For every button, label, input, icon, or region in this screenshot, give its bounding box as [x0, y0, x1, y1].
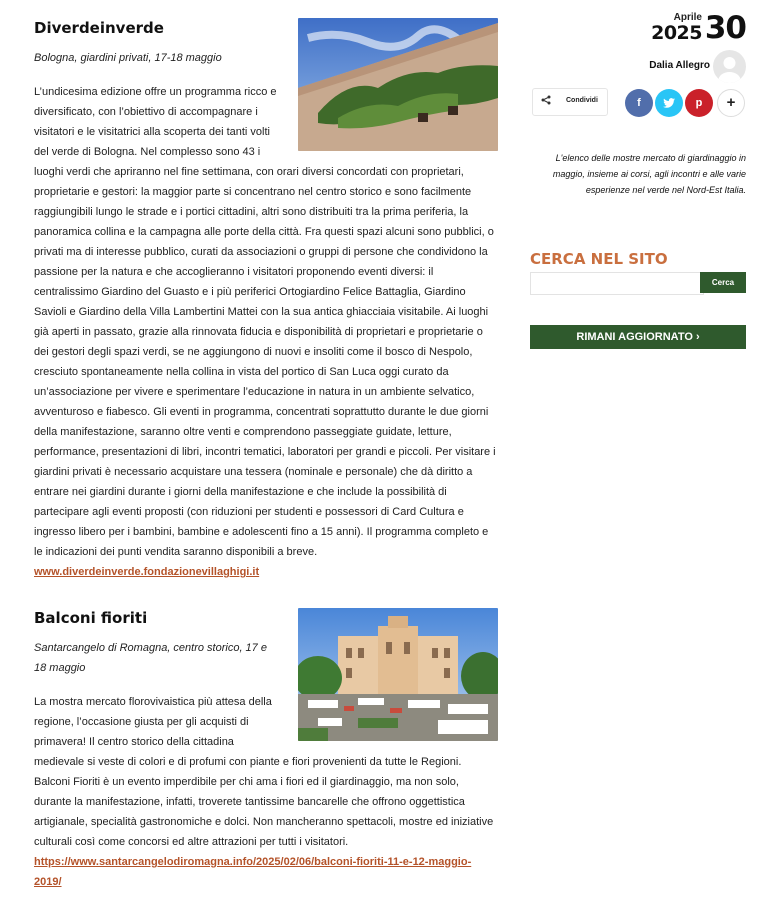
article-body: La mostra mercato florovivaistica più attesa della regione, l’occasione giusta per gli acquisti di primavera! Il centro storico della cittadina medievale si veste di colori e di profumi con piante e fiori provenienti da tutte le Regioni. Balconi Fioriti è un evento imperdibile per chi ama i fiori ed il giardinaggio, ma non solo, durante la manifestazione, infatti, troverete tantissime bancarelle che offrono oggettistica artigianale, specialità gastronomiche e dolci. Non mancheranno spettacoli, mostre ed iniziative culturali così come concorsi ed altre attrazioni per tutti i visitatori. [34, 696, 494, 848]
article-balconi-fioriti [34, 608, 498, 892]
plus-icon[interactable]: + [717, 89, 745, 117]
share-label: Condividi [566, 97, 598, 104]
author-name[interactable]: Dalia Allegro [649, 60, 710, 71]
date-month: Aprile [673, 12, 702, 23]
share-icon [541, 95, 551, 108]
avatar[interactable] [713, 50, 746, 83]
article-diverdeinverde [34, 18, 498, 582]
search-input[interactable] [530, 272, 704, 295]
pinterest-icon[interactable]: p [685, 89, 713, 117]
search-title: CERCA NEL SITO [530, 250, 668, 268]
share-button[interactable] [532, 88, 608, 116]
article-image-ivy-wall[interactable] [298, 18, 498, 151]
date-year: 2025 [651, 22, 702, 44]
article-title[interactable]: Balconi fioriti [34, 609, 148, 627]
article-link[interactable]: https://www.santarcangelodiromagna.info/2025/02/06/balconi-fioriti-11-e-12-maggio-2019/ [34, 856, 472, 888]
article-link[interactable]: www.diverdeinverde.fondazionevillaghigi.it [34, 566, 260, 578]
article-image-market-square[interactable] [298, 608, 498, 741]
article-meta: Santarcangelo di Romagna, centro storico, 17 e 18 maggio [34, 642, 267, 674]
search-button[interactable]: Cerca [700, 272, 746, 293]
facebook-icon[interactable]: f [625, 89, 653, 117]
subscribe-button[interactable]: RIMANI AGGIORNATO › [530, 325, 746, 349]
sidebar-description: L'elenco delle mostre mercato di giardinaggio in maggio, insieme ai corsi, agli incontri e alle varie esperienze nel verde nel Nord-Est Italia. [552, 153, 746, 195]
article-title[interactable]: Diverdeinverde [34, 19, 164, 37]
main-content [34, 12, 498, 892]
article-body: L’undicesima edizione offre un programma ricco e diversificato, con l’obiettivo di accompagnare i visitatori e le visitatrici alla scoperta dei tanti volti del verde di Bologna. Nel complesso sono 43 i luoghi verdi che apriranno nel fine settimana, con orari diversi concordati con proprietari, proprietarie e gestori: la maggior parte si concentrano nel centro storico e sono facilmente raggiungibili lungo le strade e i portici cittadini, altri sono distribuiti tra la prima periferia, la panoramica collina e la campagna alle porte della città. Fra questi spazi alcuni sono pubblici, o privati ma di interesse pubblico, curati da associazioni o gruppi di persone che condividono la passione per la natura e che accoglieranno i visitatori proponendo eventi diversi: il centralissimo Giardino del Guasto e i più periferici Ortogiardino Felice Battaglia, Giardino Savioli e Giardino della Villa Lambertini Mattei con la sua antica ghiacciaia visitabile. Ai luoghi già aperti in passato, grazie alla rinnovata fiducia e disponibilità di proprietari e proprietarie o dei gestori degli spazi verdi, se ne aggiungono di nuovi e insoliti come il bosco di Nespolo, cresciuto spontaneamente nella collina in vista del portico di San Luca oggi curato da un’associazione per vivere e sperimentare l’educazione in natura in un ambiente selvatico, avventuroso e fiabesco. Gli eventi in programma, concentrati soprattutto durante le due giorni della manifestazione, saranno oltre venti e comprendono passeggiate guidate, letture, performance, presentazioni di libri, incontri tematici, laboratori per grandi e piccoli. Per visitare i giardini privati è necessario acquistare una tessera (nominale e personale) che dà diritto a entrare nei giardini durante i giorni della manifestazione e che include la possibilità di partecipare agli eventi proposti (con riduzioni per studenti e possessori di Card Cultura e ingresso libero per i bambini, bambine e adolescenti fino a 15 anni). Il programma completo e le indicazioni dei punti vendita saranno disponibili a breve. [34, 86, 496, 558]
article-meta: Bologna, giardini privati, 17-18 maggio [34, 52, 222, 64]
twitter-icon[interactable] [655, 89, 683, 117]
date-day: 30 [704, 10, 746, 46]
